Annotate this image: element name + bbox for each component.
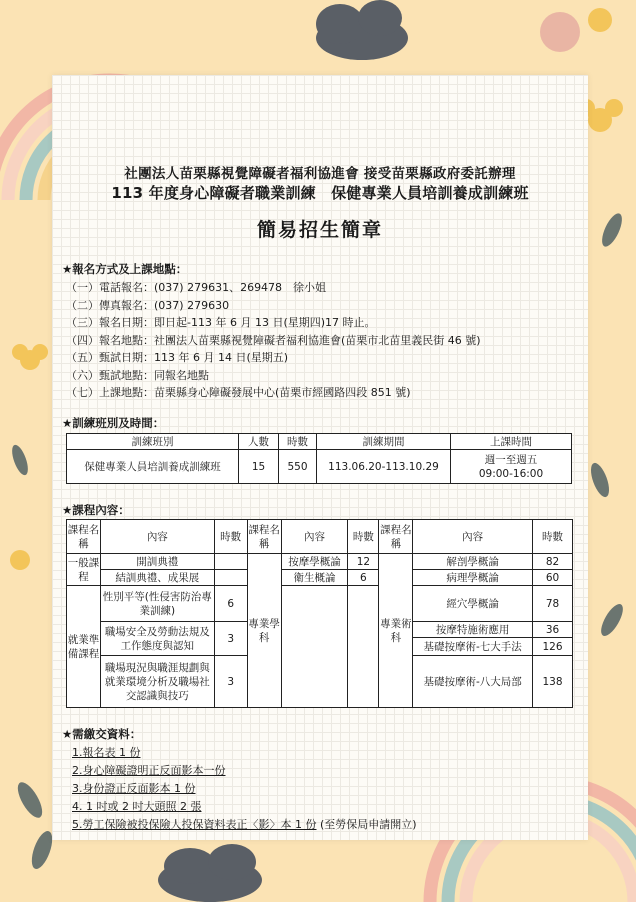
course-hours: 36 bbox=[533, 622, 573, 638]
cloud-top bbox=[316, 0, 408, 60]
class-hours: 09:00-16:00 bbox=[478, 467, 544, 480]
table-row bbox=[67, 586, 573, 622]
col-header: 訓練期間 bbox=[317, 434, 451, 450]
registration-item: （七）上課地點：苗栗縣身心障礙發展中心(苗栗市經國路四段 851 號) bbox=[66, 386, 411, 399]
course-hours bbox=[214, 570, 247, 586]
plant-right bbox=[587, 211, 627, 639]
courses-table bbox=[66, 519, 573, 708]
course-hours: 3 bbox=[214, 622, 247, 656]
col-header: 時數 bbox=[533, 520, 573, 554]
documents-heading: ★需繳交資料： bbox=[62, 727, 142, 741]
col-header: 內容 bbox=[100, 520, 214, 554]
col-header: 課程名稱 bbox=[247, 520, 281, 554]
course-name: 職場現況與職涯規劃與就業環境分析及職場社交認識與技巧 bbox=[100, 656, 214, 708]
course-hours: 60 bbox=[533, 570, 573, 586]
course-hours bbox=[214, 554, 247, 570]
organizer-line: 社團法人苗栗縣視覺障礙者福利協進會 接受苗栗縣政府委託辦理 bbox=[124, 166, 516, 182]
document-item: 2.身心障礙證明正反面影本一份 bbox=[72, 764, 226, 777]
table-row bbox=[67, 554, 573, 570]
courses-heading: ★課程內容： bbox=[62, 503, 130, 517]
col-header: 課程名稱 bbox=[67, 520, 101, 554]
course-hours: 6 bbox=[214, 586, 247, 622]
course-hours: 12 bbox=[348, 554, 379, 570]
document-item-row bbox=[72, 816, 417, 834]
col-header: 時數 bbox=[279, 434, 317, 450]
course-name: 職場安全及勞動法規及工作態度與認知 bbox=[100, 622, 214, 656]
course-name: 基礎按摩術-七大手法 bbox=[413, 638, 533, 656]
document-item: 4. 1 吋或 2 吋大頭照 2 張 bbox=[72, 800, 202, 813]
category-general: 一般課程 bbox=[67, 554, 101, 586]
registration-item: （五）甄試日期：113 年 6 月 14 日(星期五) bbox=[66, 351, 289, 364]
class-time bbox=[451, 450, 572, 484]
table-row bbox=[67, 450, 572, 484]
course-hours: 126 bbox=[533, 638, 573, 656]
empty-cell bbox=[281, 586, 348, 708]
col-header: 人數 bbox=[239, 434, 279, 450]
course-hours: 78 bbox=[533, 586, 573, 622]
course-name: 結訓典禮、成果展 bbox=[100, 570, 214, 586]
training-period: 113.06.20-113.10.29 bbox=[317, 450, 451, 484]
cloud-bottom bbox=[158, 844, 262, 902]
registration-item: （一）電話報名：(037) 279631、269478 徐小姐 bbox=[66, 281, 327, 294]
course-name: 基礎按摩術-八大局部 bbox=[413, 656, 533, 708]
col-header: 訓練班別 bbox=[67, 434, 239, 450]
documents-list bbox=[72, 744, 417, 834]
registration-list bbox=[66, 279, 481, 402]
class-name: 保健專業人員培訓養成訓練班 bbox=[67, 450, 239, 484]
course-hours: 82 bbox=[533, 554, 573, 570]
hours: 550 bbox=[279, 450, 317, 484]
col-header: 內容 bbox=[281, 520, 348, 554]
category-prof-subject: 專業學科 bbox=[247, 554, 281, 708]
course-name: 開訓典禮 bbox=[100, 554, 214, 570]
document-item: 5.勞工保險被投保險人投保資料表正〈影〉本 1 份 bbox=[72, 818, 317, 831]
table-row bbox=[67, 570, 573, 586]
registration-heading: ★報名方式及上課地點： bbox=[62, 262, 188, 276]
document-item: 3.身份證正反面影本 1 份 bbox=[72, 782, 196, 795]
course-name: 按摩特施術應用 bbox=[413, 622, 533, 638]
course-title: 113 年度身心障礙者職業訓練 保健專業人員培訓養成訓練班 bbox=[111, 184, 529, 202]
course-hours: 3 bbox=[214, 656, 247, 708]
col-header: 時數 bbox=[214, 520, 247, 554]
course-name: 衛生概論 bbox=[281, 570, 348, 586]
training-table bbox=[66, 433, 572, 484]
col-header: 內容 bbox=[413, 520, 533, 554]
category-employment: 就業準備課程 bbox=[67, 586, 101, 708]
course-name: 病理學概論 bbox=[413, 570, 533, 586]
col-header: 上課時間 bbox=[451, 434, 572, 450]
empty-cell bbox=[348, 586, 379, 708]
category-prof-skill: 專業術科 bbox=[379, 554, 413, 708]
course-name: 解剖學概論 bbox=[413, 554, 533, 570]
document-item: 1.報名表 1 份 bbox=[72, 746, 141, 759]
course-hours: 138 bbox=[533, 656, 573, 708]
registration-item: （六）甄試地點：同報名地點 bbox=[66, 368, 209, 382]
course-name: 經穴學概論 bbox=[413, 586, 533, 622]
table-header-row bbox=[67, 520, 573, 554]
course-name: 性別平等(性侵害防治專業訓練) bbox=[100, 586, 214, 622]
training-heading: ★訓練班別及時間： bbox=[62, 416, 165, 430]
class-days: 週一至週五 bbox=[484, 453, 538, 466]
dot-top-right bbox=[540, 12, 580, 52]
registration-item: （二）傳真報名：(037) 279630 bbox=[66, 298, 230, 312]
people-count: 15 bbox=[239, 450, 279, 484]
leaves-bottom-left bbox=[9, 443, 56, 872]
course-hours: 6 bbox=[348, 570, 379, 586]
registration-item: （四）報名地點：社團法人苗栗縣視覺障礙者福利協進會(苗栗市北苗里義民街 46 號) bbox=[66, 333, 481, 347]
document-note: (至勞保局申請開立) bbox=[320, 818, 417, 831]
content-sheet bbox=[52, 75, 588, 840]
registration-item: （三）報名日期：即日起-113 年 6 月 13 日(星期四)17 時止。 bbox=[66, 316, 376, 329]
course-name: 按摩學概論 bbox=[281, 554, 348, 570]
col-header: 時數 bbox=[348, 520, 379, 554]
col-header: 課程名稱 bbox=[379, 520, 413, 554]
page-title: 簡易招生簡章 bbox=[256, 219, 383, 241]
